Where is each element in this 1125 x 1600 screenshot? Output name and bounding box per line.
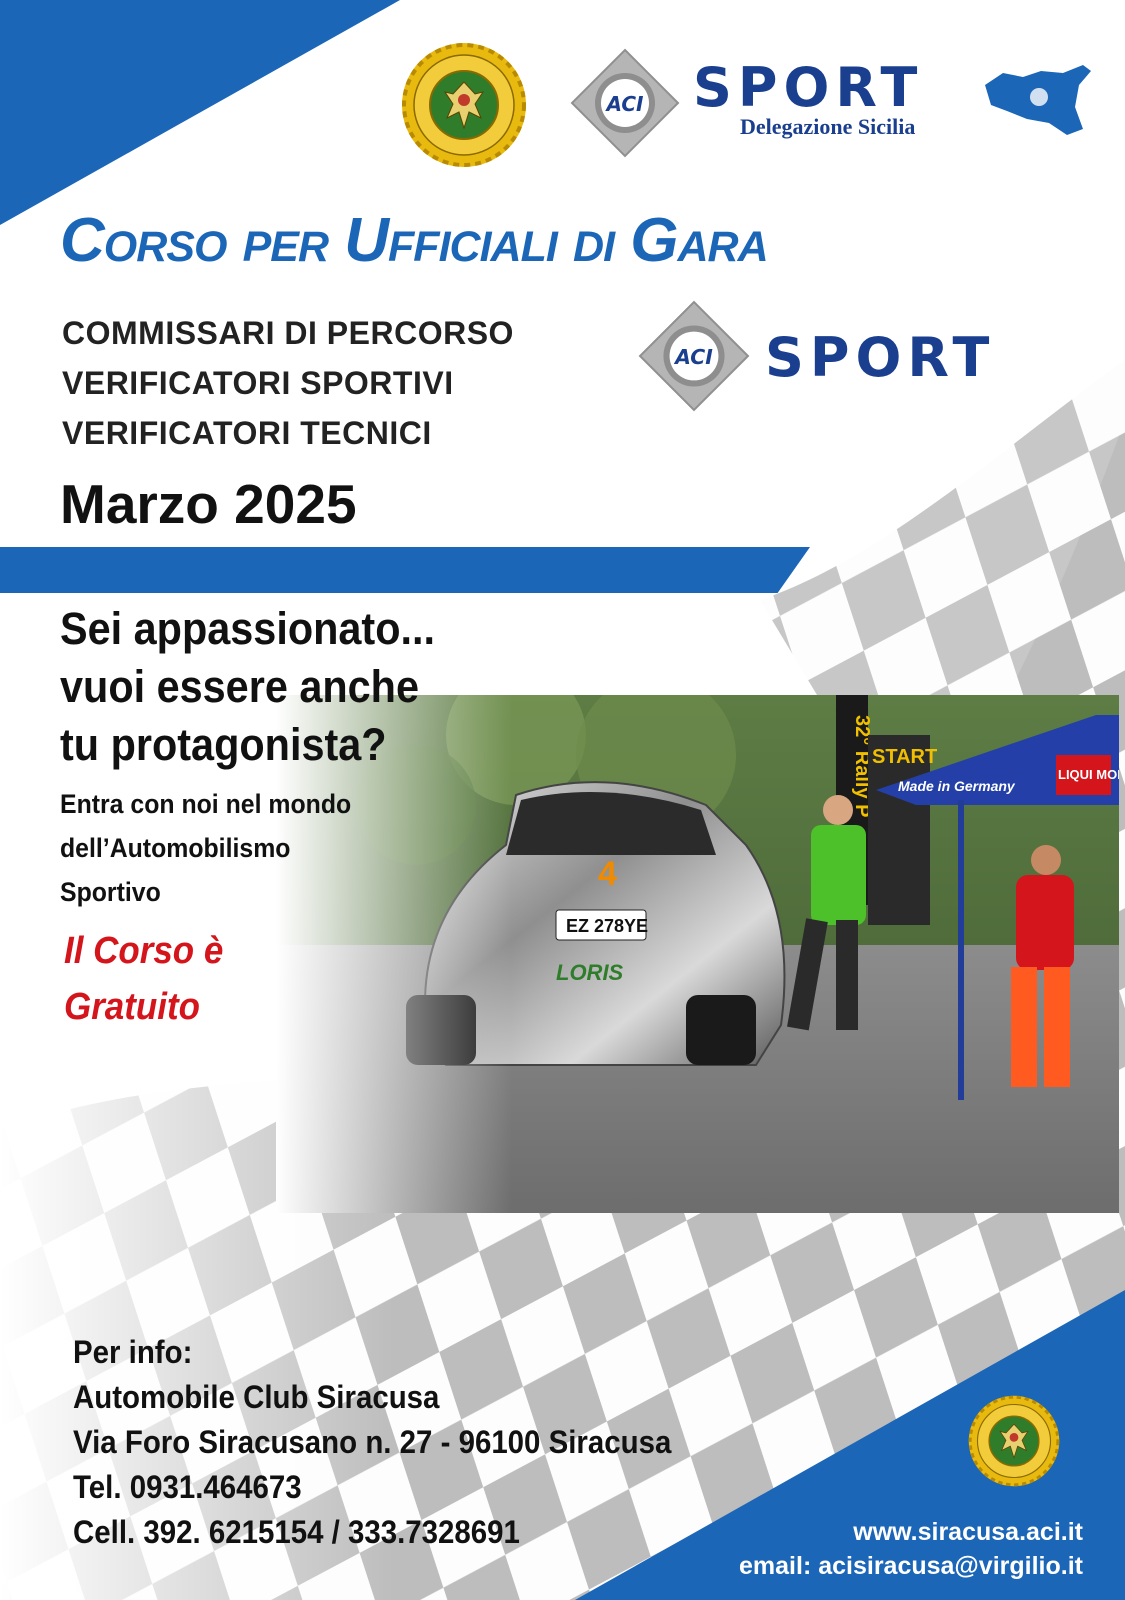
blue-divider-band xyxy=(0,547,810,593)
info-club: Automobile Club Siracusa xyxy=(73,1379,440,1415)
sicily-map-icon xyxy=(983,63,1093,138)
course-title: Corso per Ufficiali di Gara xyxy=(60,206,768,275)
website-link[interactable]: www.siracusa.aci.it xyxy=(853,1518,1083,1546)
headline xyxy=(60,600,435,774)
svg-text:ACI: ACI xyxy=(606,92,644,116)
sport-wordmark-mid xyxy=(765,326,995,389)
headline-line-2: vuoi essere anche xyxy=(60,661,420,712)
contacts xyxy=(739,1515,1083,1583)
role-verificatori-tecnici: VERIFICATORI TECNICI xyxy=(62,415,432,451)
automobile-club-siracusa-seal xyxy=(401,42,527,168)
automobile-club-siracusa-seal-bottom xyxy=(968,1395,1060,1487)
info-cell[interactable]: Cell. 392. 6215154 / 333.7328691 xyxy=(73,1514,520,1550)
free-line-2: Gratuito xyxy=(64,986,200,1028)
course-date: Marzo 2025 xyxy=(60,473,357,535)
sub-line-1: Entra con noi nel mondo xyxy=(60,789,352,819)
delegazione-sicilia: Delegazione Sicilia xyxy=(740,114,916,139)
role-verificatori-sportivi: VERIFICATORI SPORTIVI xyxy=(62,365,454,401)
sport-text-mid: SPORT xyxy=(765,326,996,389)
subheadline xyxy=(60,782,351,914)
aci-diamond-logo xyxy=(570,48,680,158)
info-block xyxy=(73,1330,671,1555)
sub-line-2: dell’Automobilismo xyxy=(60,833,291,863)
free-course-note xyxy=(64,923,223,1035)
headline-line-3: tu protagonista? xyxy=(60,719,387,770)
info-label: Per info: xyxy=(73,1334,193,1370)
aci-diamond-logo-mid xyxy=(638,300,750,412)
sport-text-top: SPORT xyxy=(693,56,924,119)
role-commissari: COMMISSARI DI PERCORSO xyxy=(62,315,514,351)
svg-text:ACI: ACI xyxy=(675,345,713,370)
free-line-1: Il Corso è xyxy=(64,930,224,972)
info-tel[interactable]: Tel. 0931.464673 xyxy=(73,1469,302,1505)
sport-wordmark-top xyxy=(693,56,923,119)
email-link[interactable]: email: acisiracusa@virgilio.it xyxy=(739,1552,1083,1580)
info-address: Via Foro Siracusano n. 27 - 96100 Siracusa xyxy=(73,1424,672,1460)
sub-line-3: Sportivo xyxy=(60,877,161,907)
headline-line-1: Sei appassionato... xyxy=(60,603,436,654)
roles-list xyxy=(62,308,514,458)
